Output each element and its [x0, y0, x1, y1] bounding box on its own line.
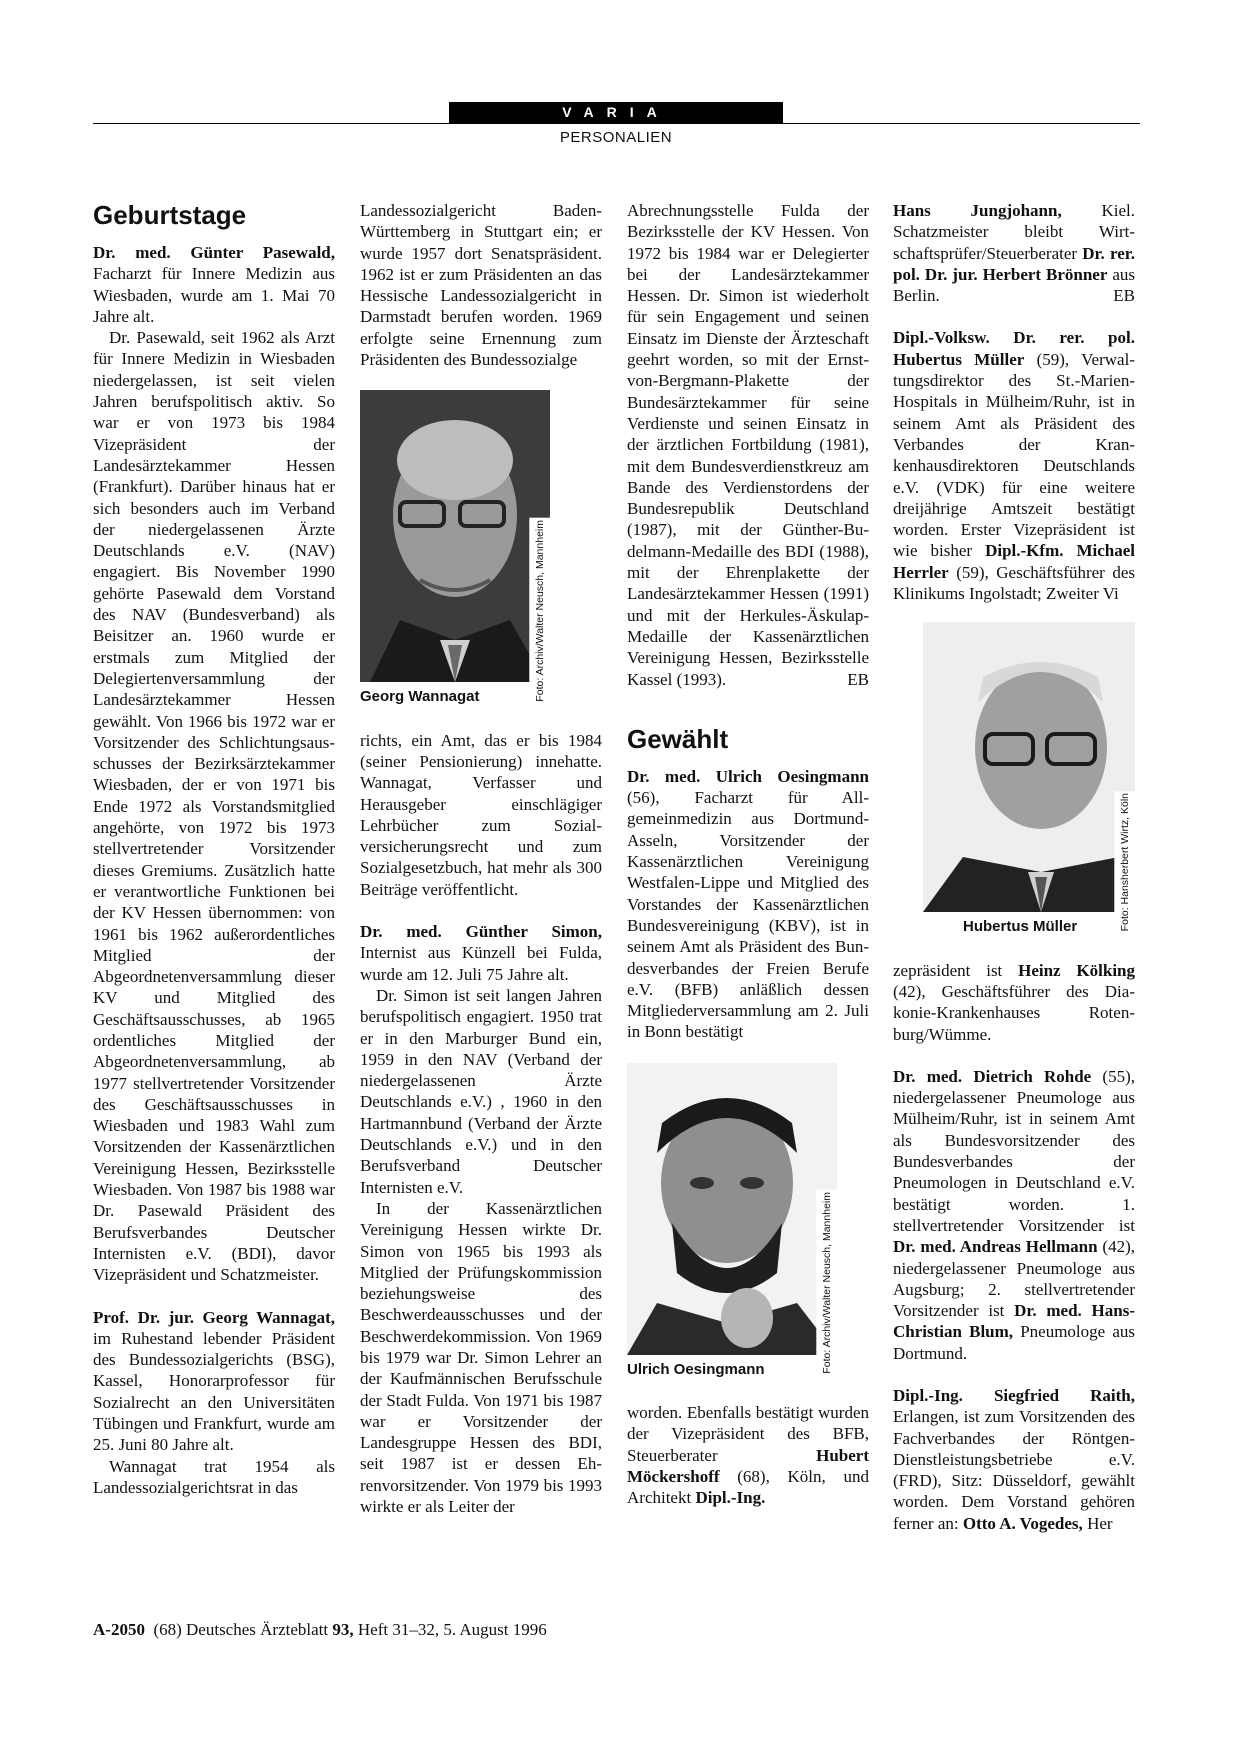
text: (59), Geschäftsführer des Klinikums Ingolstadt; Zweiter Vi	[893, 562, 1135, 604]
column-4	[893, 200, 1135, 1534]
paragraph	[893, 200, 1135, 306]
text: zepräsident ist	[893, 960, 1019, 980]
person-name: Dipl.-Ing. Siegfried Raith,	[893, 1385, 1135, 1405]
person-name: Dr. med. Günther Simon,	[360, 922, 602, 942]
text: im Ruhestand lebender Präsident des Bundessozialgerichts (BSG), Kassel, Honorarprofessor für Sozialrecht an den Universitäten Tübingen und Frankfurt, wurde am 25. Juni 80 Jahre alt.	[93, 1328, 335, 1455]
text: (55), niedergelassener Pneumologe aus Mülheim/Ruhr, ist in seinem Amt als Bundesvorsitzender des Bundesverbandes der Pneumologen in Deutschland e.V. bestätigt worden. 1. stellvertretender Vorsitzender ist	[893, 1066, 1135, 1235]
person-name: Prof. Dr. jur. Georg Wannagat,	[93, 1307, 335, 1327]
signature: EB	[1113, 286, 1135, 306]
paragraph	[93, 242, 335, 327]
text: (42), Geschäftsführer des Diakonie-Krankenhauses Rotenburg/Wümme.	[893, 981, 1135, 1044]
page-footer	[93, 1620, 547, 1640]
text: (68), Köln, und Architekt	[627, 1466, 869, 1508]
paragraph: Wannagat trat 1954 als Landessozialgerichtsrat in das	[93, 1456, 335, 1497]
person-name: Dipl.-Ing.	[695, 1488, 766, 1508]
heading-geburtstage: Geburtstage	[93, 200, 247, 230]
paragraph: Dr. Pasewald, seit 1962 als Arzt für Innere Medizin in Wiesbaden niedergelassen, ist seit vielen Jahren berufspolitisch aktiv. So war er von 1973 bis 1984 Vizepräsident der Landesärztekammer Hessen (Frankfurt). Darüber hinaus hat er sich besonders auch im Verband der niedergelassenen Ärzte Deutschlands e.V. (NAV) engagiert. Bis November 1990 gehörte Pasewald dem Vorstand des NAV (Bundesverband) als Beisitzer an. 1960 wurde er erstmals zum Mitglied der Delegiertenversammlung der Landesärztekammer Hessen gewählt. Von 1966 bis 1972 war er Vorsitzender des Schlichtungsausschusses der Bezirksärztekammer Wiesbaden, der er von 1971 bis Ende 1972 als Vorstandsmitglied angehörte, von 1972 bis 1973 stellvertretender Vorsitzender dieses Gremiums. Zusätzlich hatte er verantwortliche Funktionen bei der KV Hessen übernommen: von 1961 bis 1962 außerordentliches Mitglied der Abgeordnetenversammlung dieser KV und Mitglied des Geschäftsausschusses, ab 1965 ordentliches Mitglied der Abgeordnetenversammlung, ab 1977 stellvertretender Vorsitzender des Geschäftsausschusses in Wiesbaden und 1983 Wahl zum Vorsitzenden der Kassenärztlichen Vereinigung Hessen, Bezirksstelle Wiesbaden. Von 1987 bis 1988 war Dr. Pasewald Präsident des Berufsverbandes Deutscher Internisten e.V. (BDI), davor Vizepräsident und Schatzmeister.	[93, 328, 335, 1285]
photo-mueller	[923, 622, 1135, 937]
person-name: Heinz Kölking	[1018, 960, 1135, 980]
person-name: Dr. rer. pol. Dr. jur. Herbert Brönner	[893, 243, 1135, 284]
text: (42), niedergelassener Pneumologe aus Augsburg; 2. stellvertretender Vorsitzender ist	[893, 1237, 1135, 1321]
photo-caption: Georg Wannagat	[360, 688, 480, 706]
page-number: A-2050	[93, 1620, 145, 1639]
photo-credit: Foto: Archiv/Walter Neusch, Mannheim	[816, 1190, 839, 1376]
footer-text: Heft 31–32, 5. August 1996	[353, 1620, 547, 1639]
section-label: PERSONALIEN	[559, 129, 673, 146]
photo-credit: Foto: Hansherbert Wirtz, Köln	[1114, 791, 1137, 933]
portrait-image	[627, 1063, 837, 1355]
person-name: Dipl.-Kfm. Michael Herrler	[893, 541, 1136, 582]
text: worden. Ebenfalls bestätigt wurden der Vizepräsident des BFB, Steuerberater	[627, 1402, 869, 1465]
paragraph	[893, 960, 1135, 1045]
person-name: Dr. med. Andreas Hellmann	[893, 1237, 1098, 1257]
person-name: Dr. med. Dietrich Rohde	[893, 1066, 1092, 1086]
paragraph: In der Kassenärztlichen Vereinigung Hessen wirkte Dr. Simon von 1965 bis 1993 als Mitglied der Prüfungskommission beziehungsweise des Beschwerdeausschusses und der Beschwerdekommission. Von 1969 bis 1979 war Dr. Simon Lehrer an der Kaufmännischen Berufsschule der Stadt Fulda. Von 1971 bis 1987 war er Vorsitzender der Landesgruppe Hessen des BDI, seit 1987 ist er dessen Ehrenvorsitzender. Von 1979 bis 1993 wirkte er als Leiter der	[360, 1198, 602, 1517]
paragraph	[893, 1385, 1135, 1534]
heading-gewaehlt: Gewählt	[627, 723, 729, 754]
text: Pneumologe aus Dortmund.	[893, 1322, 1136, 1363]
footer-text: (68) Deutsches Ärzteblatt	[144, 1620, 333, 1639]
text: (59), Verwaltungsdirektor des St.-Marien-Hospitals in Mülheim/Ruhr, ist in seinem Amt als Präsident des Verbandes der Krankenhausdirektoren Deutschlands e.V. (VDK) für eine weitere dreijährige Amtszeit bestätigt worden. Erster Vizepräsident ist wie bisher	[893, 349, 1135, 561]
photo-caption: Ulrich Oesingmann	[627, 1360, 765, 1378]
paragraph	[627, 1402, 869, 1508]
photo-credit: Foto: Archiv/Walter Neusch, Mannheim	[529, 518, 552, 704]
signature: EB	[847, 669, 869, 689]
header-rule	[93, 123, 1140, 124]
person-name: Hubert Möckershoff	[627, 1445, 869, 1486]
portrait-image	[360, 390, 550, 682]
person-name: Dr. med. Günter Pasewald,	[93, 243, 335, 262]
text: Her	[1082, 1513, 1113, 1533]
paragraph: richts, ein Amt, das er bis 1984 (seiner Pensionierung) innehatte. Wannagat, Verfasser und Herausgeber einschlägiger Lehrbücher zum Sozialversicherungsrecht und zum Sozialgesetzbuch, hat mehr als 300 Beiträge veröffentlicht.	[360, 730, 602, 899]
text: Abrechnungsstelle Fulda der Bezirksstelle der KV Hessen. Von 1972 bis 1984 war er Delegierter bei der Landesärztekammer Hessen. Dr. Simon ist wiederholt für sein Engagement und seinen Einsatz im Dienste der Ärzteschaft geehrt worden, so mit der Ernst-von-Bergmann-Plakette der Bundesärztekammer für seine Verdienste und seinen Einsatz in der ärztlichen Fortbildung (1981), mit dem Bundesverdienstkreuz am Bande des Verdienstordens der Bundesrepublik Deutschland (1987), mit der Günther-Budelmann-Medaille des BDI (1988), mit der Ehrenplakette der Landesärztekammer Hessen (1991) und mit der Herkules-Äskulap-Medaille der Kassenärztlichen Vereinigung Hessen, Bezirksstelle Kassel (1993).	[627, 201, 869, 689]
paragraph: Dr. Simon ist seit langen Jahren berufspolitisch engagiert. 1950 trat er in den Marburger Bund ein, 1959 in den NAV (Verband der niedergelassenen Ärzte Deutschlands e.V.) , 1960 in den Hartmannbund (Verband der Ärzte Deutschlands e.V.) und in den Berufsverband Deutscher Internisten e.V.	[360, 985, 602, 1197]
portrait-image	[923, 622, 1135, 912]
text: (56), Facharzt für Allgemeinmedizin aus Dortmund-Asseln, Vorsitzender der Kassenärztlichen Vereinigung Westfalen-Lippe und Mitglied des Vorstandes der Kassenärztlichen Bundesvereinigung (KBV), ist in seinem Amt als Präsident des Bundesverbandes der Freien Berufe e.V. (BFB) anläßlich dessen Mitgliederversammlung am 2. Juli in Bonn bestätigt	[627, 788, 869, 1042]
volume-number: 93,	[332, 1620, 354, 1639]
text: Erlangen, ist zum Vorsitzenden des Fachverbandes der Röntgen-Dienstleistungsbetriebe e.V. (FRD), Sitz: Düsseldorf, gewählt worden. Dem Vorstand gehören ferner an:	[893, 1407, 1135, 1533]
text: Kiel. Schatzmeister bleibt Wirtschaftsprüfer/Steuerberater	[893, 201, 1135, 263]
column-2	[360, 200, 602, 1517]
text: Internist aus Künzell bei Fulda, wurde am 12. Juli 75 Jahre alt.	[360, 943, 602, 984]
paragraph	[93, 1307, 335, 1456]
column-1	[93, 200, 335, 1498]
paragraph	[360, 921, 602, 985]
column-3	[627, 200, 869, 1508]
person-name: Dr. med. Hans-Christian Blum,	[893, 1301, 1135, 1342]
paragraph: Landessozialgericht Baden-Württemberg in Stuttgart ein; er wurde 1957 dort Senatspräsident. 1962 ist er zum Präsidenten an das Hessische Landessozialgericht in Darmstadt berufen worden. 1969 erfolgte seine Ernennung zum Präsidenten des Bundessozialge	[360, 201, 602, 370]
paragraph	[893, 327, 1135, 604]
varia-banner: VARIA	[449, 102, 783, 123]
person-name: Hans Jungjohann,	[893, 201, 1062, 220]
photo-caption: Hubertus Müller	[963, 918, 1078, 936]
paragraph	[893, 1066, 1135, 1364]
person-name: Dr. med. Ulrich Oesingmann	[627, 766, 869, 786]
photo-wannagat	[360, 390, 550, 707]
paragraph	[627, 766, 869, 1043]
person-name: Dipl.-Volksw. Dr. rer. pol. Hubertus Müller	[893, 328, 1135, 369]
paragraph	[627, 200, 869, 690]
text: Facharzt für Innere Medizin aus Wiesbaden, wurde am 1. Mai 70 Jahre alt.	[93, 264, 335, 326]
photo-oesingmann	[627, 1063, 837, 1380]
portrait-graphic	[627, 1063, 837, 1355]
text: aus Berlin.	[893, 264, 1135, 306]
portrait-graphic	[360, 390, 550, 682]
person-name: Otto A. Vogedes,	[962, 1513, 1083, 1533]
portrait-graphic	[923, 622, 1135, 912]
